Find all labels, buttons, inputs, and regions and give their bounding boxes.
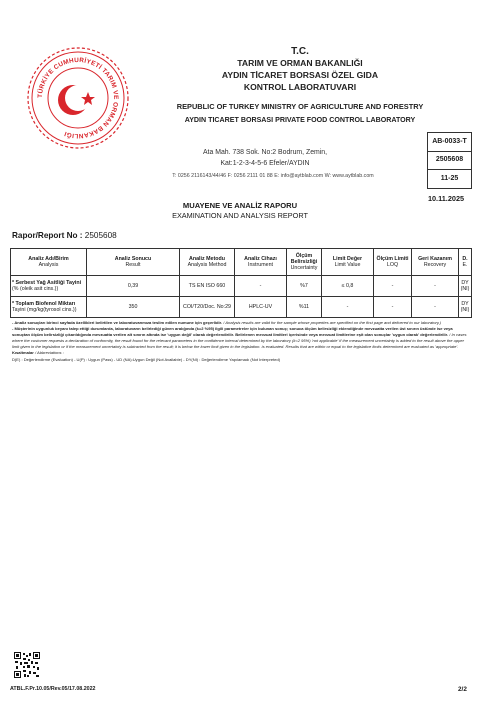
header-ministry-tr: TARIM VE ORMAN BAKANLIĞI — [237, 58, 363, 68]
col-header: Analiz Adı/Birim Analysis — [11, 249, 87, 276]
evaluation-cell: DY (NI) — [459, 276, 472, 297]
qr-code-icon — [14, 652, 40, 678]
note-validity: - Analiz sonuçları birinci sayfada özellikleri belirtilen ve laboratuvarımıza teslim edilen numune için geçerlidir. / Analysis results are valid for the sample whose properties are specified on the first page and delivered to our laboratory.) — [12, 320, 442, 325]
result-cell: 0,39 — [87, 276, 180, 297]
analysis-name: * Toplam Biofenol Miktarı Tayini (mg/kg(tyrosol cins.)) — [11, 297, 87, 318]
limit-cell: - — [322, 297, 374, 318]
recovery-cell: - — [412, 276, 459, 297]
header-lab-tr-2: KONTROL LABORATUVARI — [243, 82, 357, 92]
limit-cell: ≤ 0,8 — [322, 276, 374, 297]
analysis-name: * Serbest Yağ Asitliği Tayini (% (oleik asit cins.)) — [11, 276, 87, 297]
col-header: Geri Kazanım Recovery — [412, 249, 459, 276]
uncertainty-cell: %7 — [287, 276, 322, 297]
col-header: Limit Değer Limit Value — [322, 249, 374, 276]
col-header: Analiz Sonucu Result — [87, 249, 180, 276]
note-abbreviations-title: Kısaltmalar / Abbreviations : — [12, 350, 64, 356]
col-header: Analiz Cihazı Instrument — [235, 249, 287, 276]
page-number: 2/2 — [458, 686, 467, 693]
contact-line: T: 0256 2116143/44/46 F: 0256 2111 01 88 E: info@aytblab.com W: www.aytblab.com — [172, 173, 374, 179]
report-title-en: EXAMINATION AND ANALYSIS REPORT — [172, 211, 308, 220]
ministry-logo — [26, 46, 130, 150]
sample-code-box: 11-25 — [427, 170, 472, 189]
address-line-2: Kat:1-2-3-4-5-6 Efeler/AYDIN — [220, 160, 310, 167]
report-title-tr: MUAYENE VE ANALİZ RAPORU — [182, 201, 298, 210]
header-tc: T.C. — [291, 46, 309, 57]
loq-cell: - — [374, 276, 412, 297]
method-cell: TS EN ISO 660 — [180, 276, 235, 297]
report-number-label: Rapor/Report No : — [12, 231, 83, 240]
table-row — [11, 276, 472, 297]
col-header: Ölçüm Limiti LOQ — [374, 249, 412, 276]
result-cell: 350 — [87, 297, 180, 318]
note-conformity: - Müşterinin uygunluk beyanı talep ettiği durumlarda, laboratuvarın belirlediği güven aralığında (k=2 %95) ilgili parametreler için bulunan sonuç; sonuca ölçüm belirsizliği eklendiğinde mevzuatta verilen üst sınırın üstünde ise veya sonuçtan ölçüm belirsizliği çıkarıldığında mevzuatta verilen alt sınırın altında ise 'uygun değil' olarak değerlendirilir. Belirlenen mevzuat limitleri içerisinde veya mevzuat limitlerine eşit olan sonuçlar 'uygun olarak' değerlendirilir. / In cases where the customer requests a declaration of conformity, the result found for the relevant parameters in the confidence interval determined by the laboratory (k=2 95%) 'not applicable' if the measurement uncertainty is added to the result above the upper limit given in the legislation or if the measurement uncertainty is subtracted from the result; it is below the lower limit given in the legislation. is evaluated. Results that are within or equal to the legislative limits determined are evaluated as 'appropriate'. — [12, 326, 467, 350]
report-number-value: 2505608 — [84, 231, 117, 240]
report-number-line — [12, 231, 117, 240]
method-cell: COI/T20/Doc. No:29 — [180, 297, 235, 318]
evaluation-cell: DY (NI) — [459, 297, 472, 318]
report-number-box: 2505608 — [427, 151, 472, 170]
results-table — [10, 248, 472, 318]
table-header-row — [11, 249, 472, 276]
header-ministry-en: REPUBLIC OF TURKEY MINISTRY OF AGRICULTURE AND FORESTRY — [176, 102, 424, 111]
table-row — [11, 297, 472, 318]
loq-cell: - — [374, 297, 412, 318]
report-date: 10.11.2025 — [427, 194, 465, 203]
col-header: Analiz Metodu Analysis Method — [180, 249, 235, 276]
col-header: Ölçüm Belirsizliği Uncertainty — [287, 249, 322, 276]
notes-section — [12, 320, 470, 363]
instrument-cell: - — [235, 276, 287, 297]
address-line-1: Ata Mah. 738 Sok. No:2 Bodrum, Zemin, — [202, 149, 328, 156]
form-code: ATBL.F.Pr.10.05/Rev.05/17.08.2022 — [10, 686, 96, 692]
header-lab-en: AYDIN TICARET BORSASI PRIVATE FOOD CONTROL LABORATORY — [184, 116, 416, 124]
header-lab-tr-1: AYDIN TİCARET BORSASI ÖZEL GIDA — [221, 70, 379, 80]
accreditation-code: AB-0033-T — [427, 132, 472, 152]
instrument-cell: HPLC-UV — [235, 297, 287, 318]
note-abbreviations: D(E) : Değerlendirme (Evaluation) - U(P) : Uygun (Pass) - UD (NA):Uygun Değil (Not Available) - DY(NI) : Değerlendirme Yapılamadı (Not Interpreted) — [12, 356, 281, 362]
col-header: D. E. — [459, 249, 472, 276]
recovery-cell: - — [412, 297, 459, 318]
logo-text: TÜRKİYE CUMHURİYETİ TARIM VE ORMAN BAKANLIĞI — [36, 56, 120, 140]
uncertainty-cell: %11 — [287, 297, 322, 318]
